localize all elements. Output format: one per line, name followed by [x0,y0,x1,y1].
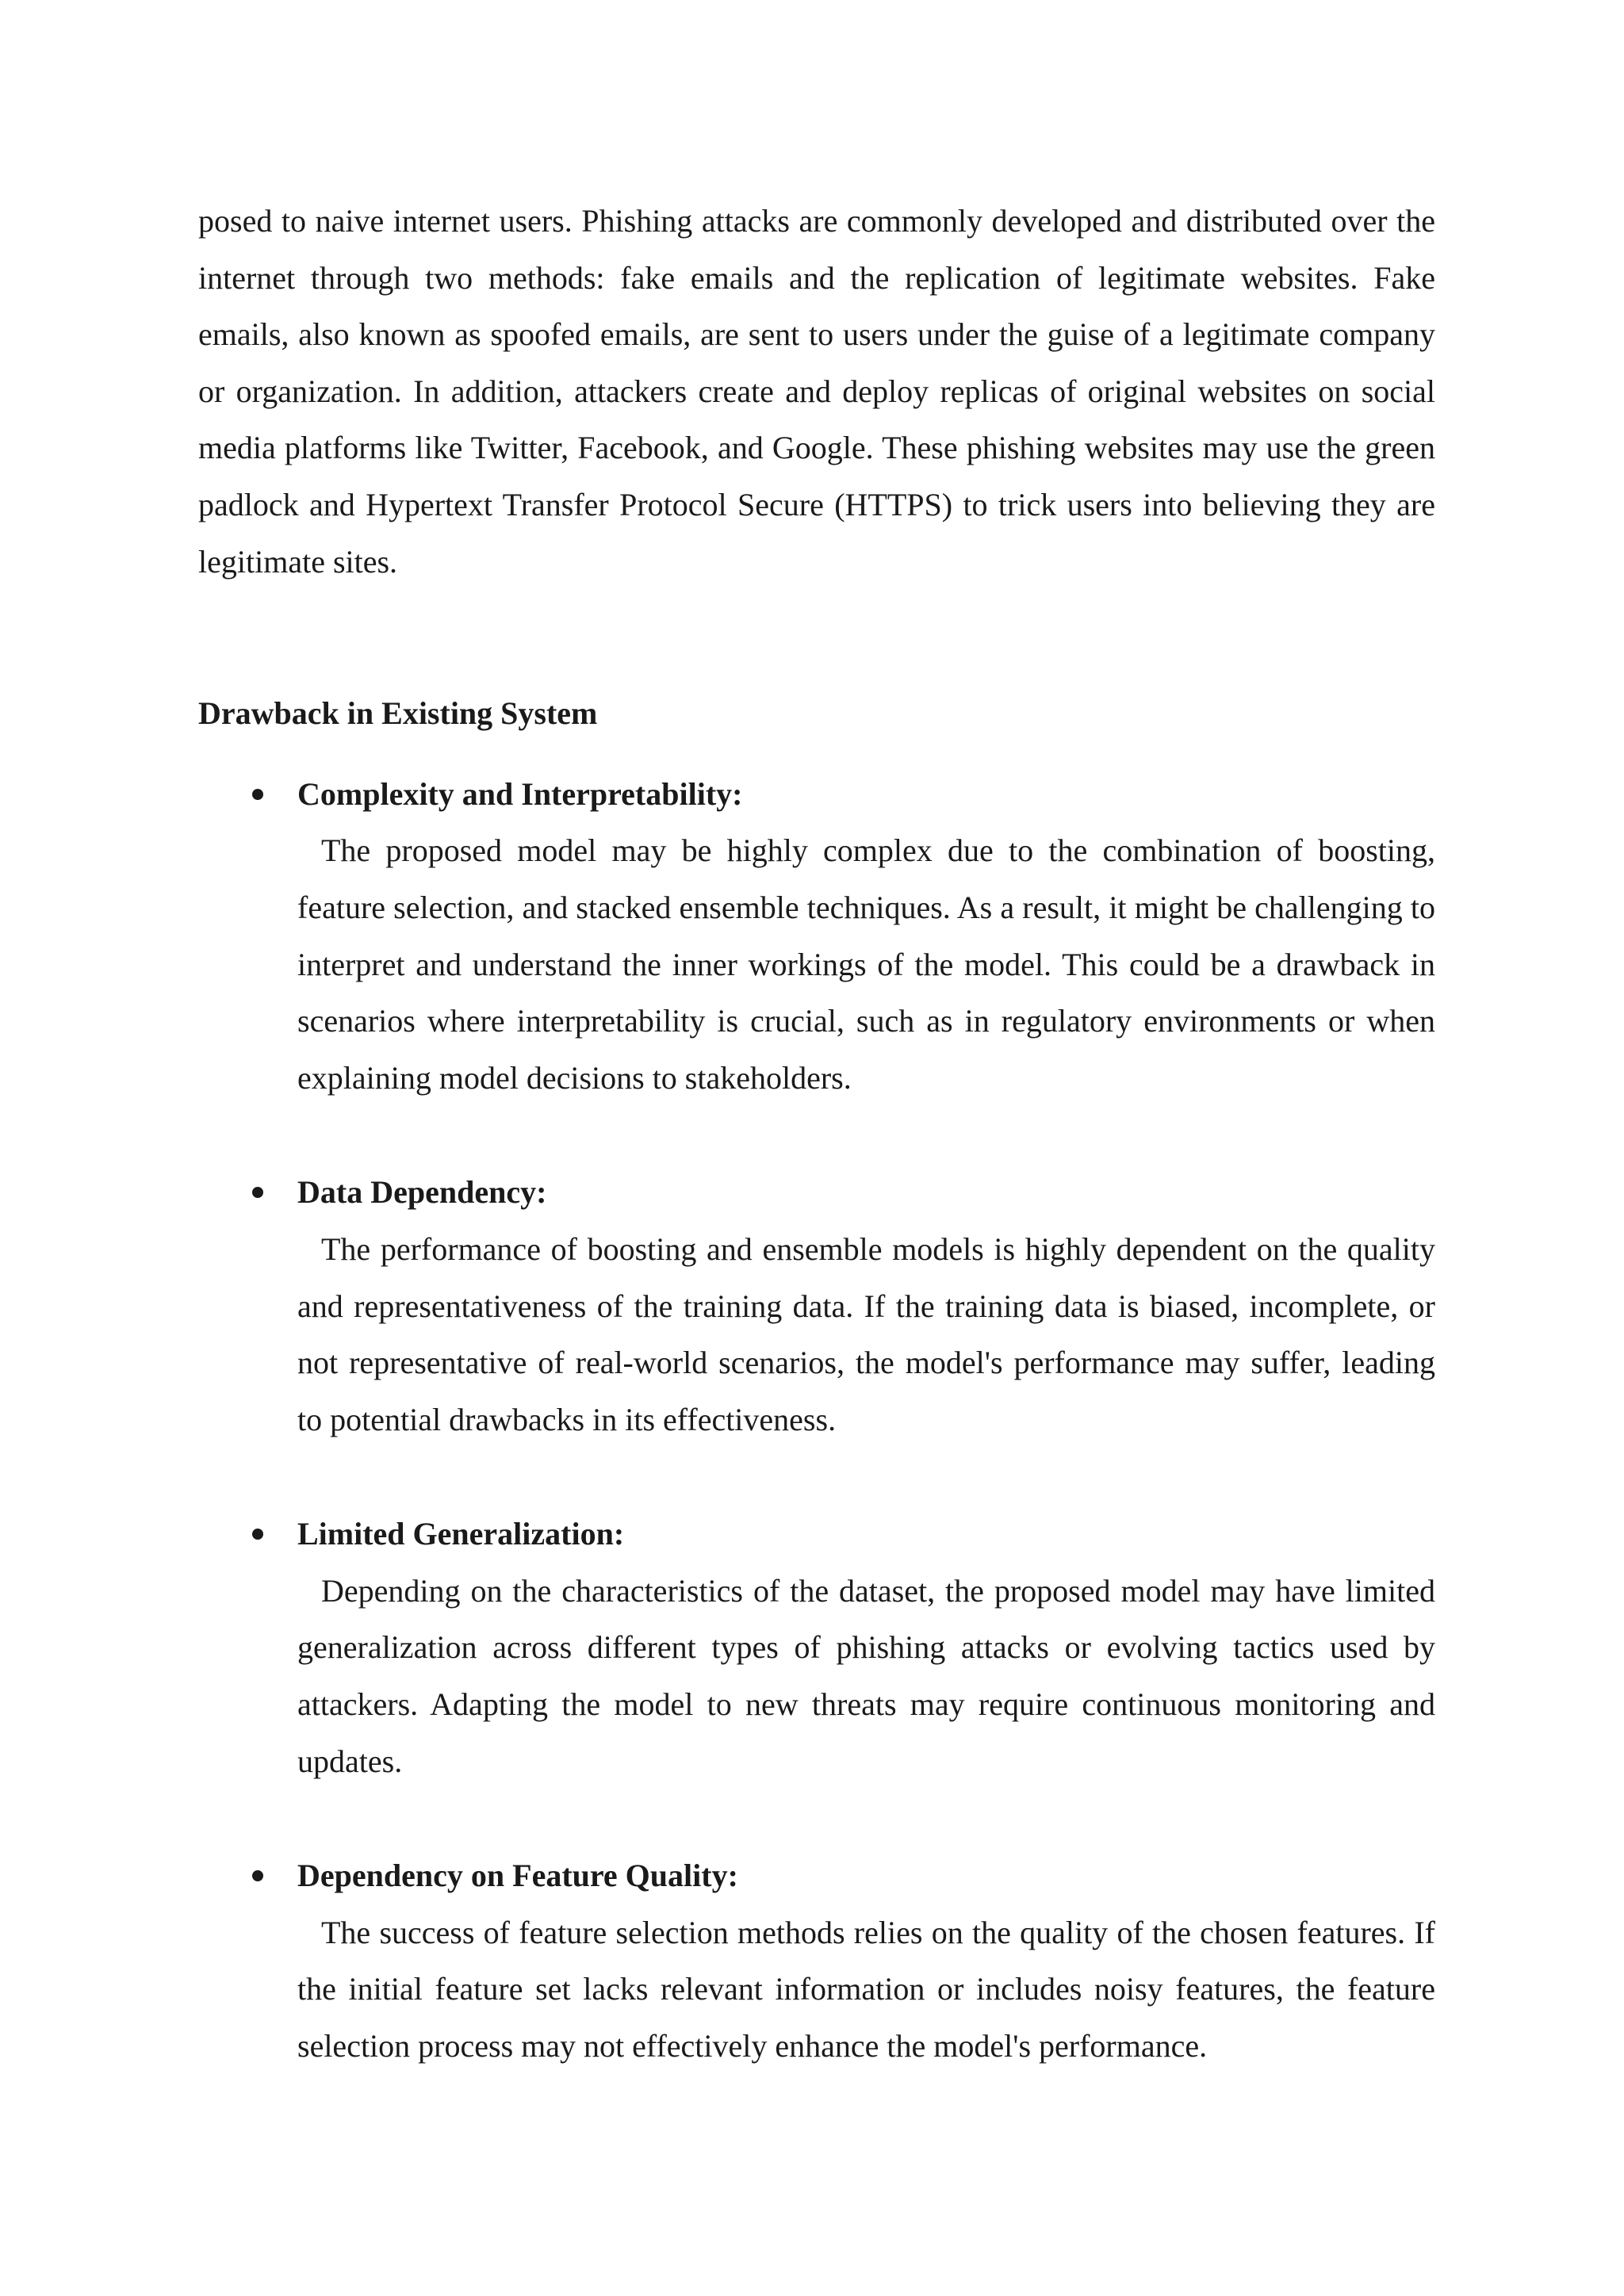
list-item-body: The performance of boosting and ensemble models is highly dependent on the quality and representativeness of the training data. If the training data is biased, incomplete, or not representative of real-world scenarios, the model's performance may suffer, leading to potential drawbacks in its effectiveness. [297,1230,1435,1437]
list-item-complexity [198,766,1435,1107]
bullet-icon [252,1529,263,1540]
bullet-icon [252,789,263,800]
bullet-icon [252,1870,263,1881]
list-item-limited-generalization [198,1506,1435,1789]
drawback-list [198,766,1435,2075]
list-item-title: Complexity and Interpretability: [297,775,743,812]
list-item-title: Dependency on Feature Quality: [297,1858,738,1894]
list-item-feature-quality [198,1847,1435,2074]
section-heading: Drawback in Existing System [198,695,598,732]
intro-paragraph: posed to naive internet users. Phishing attacks are commonly developed and distributed over the internet through two methods: fake emails and the replication of legitimate websites. Fake emails, also known as spoofed emails, are sent to users under the guise of a legitimate company or organization. In addition, attackers create and deploy replicas of original websites on social media platforms like Twitter, Facebook, and Google. These phishing websites may use the green padlock and Hypertext Transfer Protocol Secure (HTTPS) to trick users into believing they are legitimate sites. [198,203,1435,580]
list-item-body: The success of feature selection methods relies on the quality of the chosen features. If the initial feature set lacks relevant information or includes noisy features, the feature selection process may not effectively enhance the model's performance. [297,1914,1435,2064]
list-item-body: The proposed model may be highly complex due to the combination of boosting, feature selection, and stacked ensemble techniques. As a result, it might be challenging to interpret and understand the inner workings of the model. This could be a drawback in scenarios where interpretability is crucial, such as in regulatory environments or when explaining model decisions to stakeholders. [297,832,1435,1096]
bullet-icon [252,1187,263,1198]
list-item-data-dependency [198,1164,1435,1448]
document-page [198,193,1435,2075]
list-item-title: Data Dependency: [297,1174,547,1211]
list-item-body: Depending on the characteristics of the dataset, the proposed model may have limited generalization across different types of phishing attacks or evolving tactics used by attackers. Adapting the model to new threats may require continuous monitoring and updates. [297,1572,1435,1779]
list-item-title: Limited Generalization: [297,1516,625,1552]
